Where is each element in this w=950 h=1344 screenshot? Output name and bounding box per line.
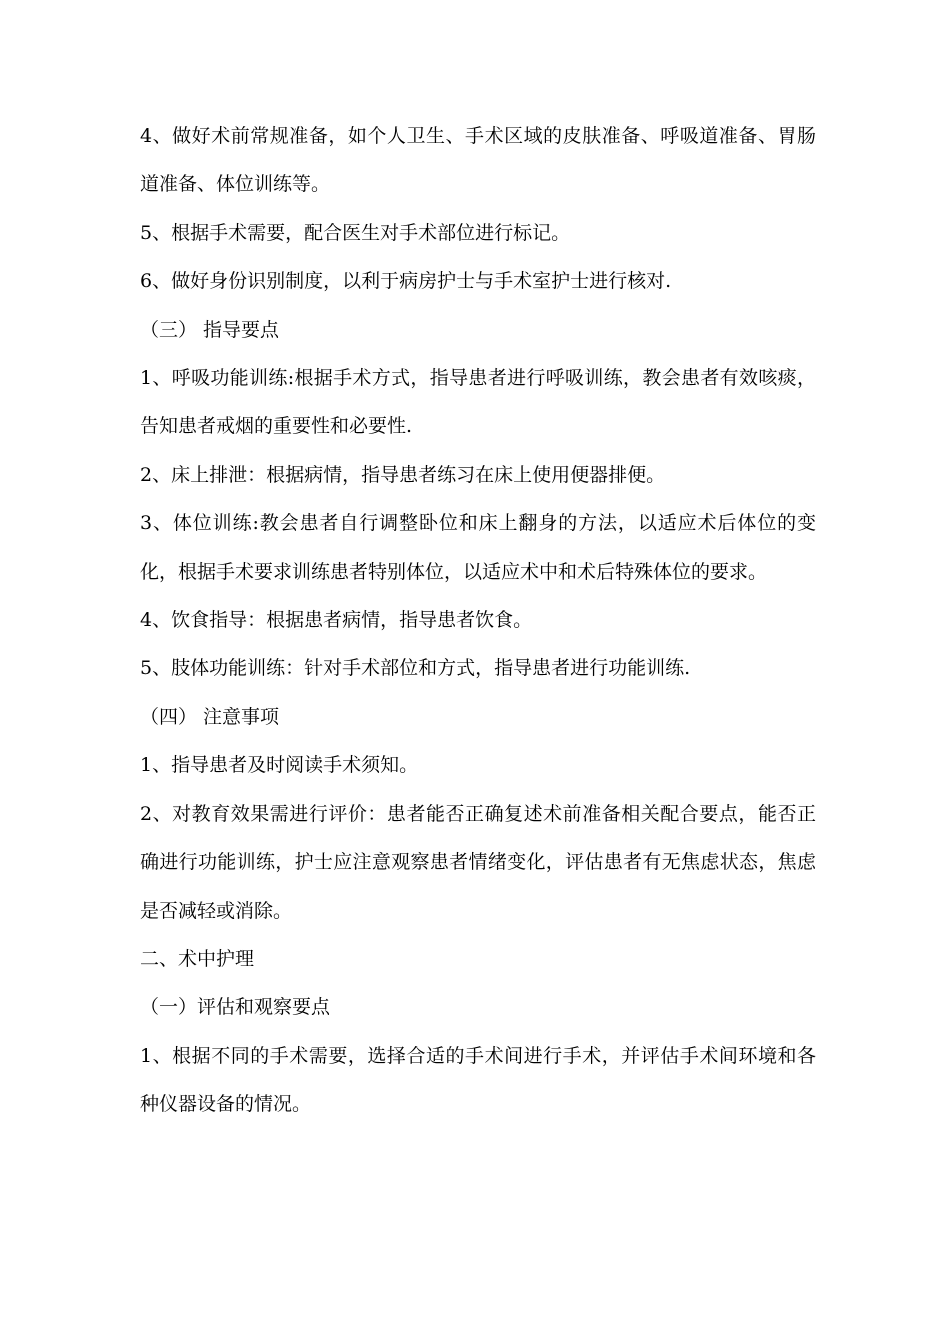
paragraph-operating-room-selection: 1、根据不同的手术需要，选择合适的手术间进行手术，并评估手术间环境和各种仪器设备的情况。 — [140, 1044, 816, 1116]
paragraph-bed-excretion: 2、床上排泄：根据病情，指导患者练习在床上使用便器排便。 — [140, 463, 666, 486]
section-heading-precautions: （四） 注意事项 — [140, 705, 280, 728]
section-heading-guidance-points: （三） 指导要点 — [140, 318, 280, 341]
paragraph-diet-guidance: 4、饮食指导：根据患者病情，指导患者饮食。 — [140, 609, 533, 632]
document-body — [140, 112, 816, 1129]
paragraph-limb-function-training: 5、肢体功能训练：针对手术部位和方式，指导患者进行功能训练. — [140, 657, 691, 680]
paragraph-identity-verification: 6、做好身份识别制度，以利于病房护士与手术室护士进行核对. — [140, 270, 672, 293]
paragraph-position-training: 3、体位训练:教会患者自行调整卧位和床上翻身的方法，以适应术后体位的变化，根据手术要求训练患者特别体位，以适应术中和术后特殊体位的要求。 — [140, 512, 816, 583]
paragraph-breathing-training: 1、呼吸功能训练:根据手术方式，指导患者进行呼吸训练，教会患者有效咳痰，告知患者戒烟的重要性和必要性. — [140, 367, 816, 438]
paragraph-education-evaluation: 2、对教育效果需进行评价：患者能否正确复述术前准备相关配合要点，能否正确进行功能训练，护士应注意观察患者情绪变化，评估患者有无焦虑状态，焦虑是否减轻或消除。 — [140, 802, 816, 922]
paragraph-site-marking: 5、根据手术需要，配合医生对手术部位进行标记。 — [140, 221, 571, 244]
paragraph-preop-routine-prep: 4、做好术前常规准备，如个人卫生、手术区域的皮肤准备、呼吸道准备、胃肠道准备、体位训练等。 — [140, 125, 816, 196]
section-heading-assessment-points: （一）评估和观察要点 — [140, 996, 331, 1019]
chapter-heading-intraop-nursing: 二、术中护理 — [140, 947, 255, 970]
paragraph-read-surgery-notice: 1、指导患者及时阅读手术须知。 — [140, 754, 419, 777]
